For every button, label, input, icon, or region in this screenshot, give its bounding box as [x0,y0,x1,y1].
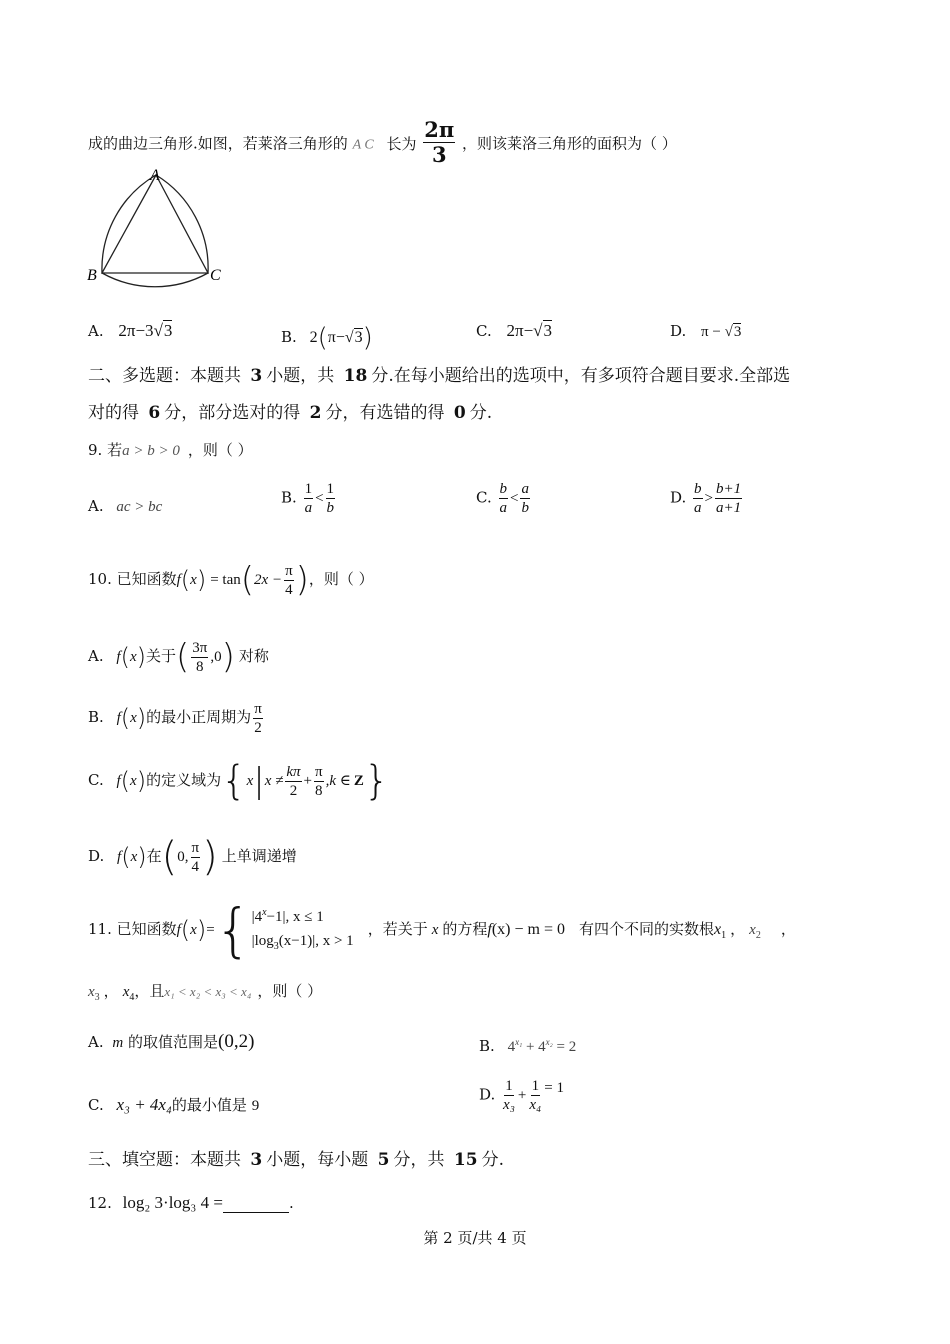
reuleaux-triangle-figure [80,162,240,292]
zero: 0, [177,849,189,865]
piece-2b: (x−1)|, x > 1 [278,933,354,949]
vertex-a: A [150,167,160,184]
q11-stem: 11. 已知函数f(x)={ $|4^x-1|$, x ≤ 1 $|\log_3(x-1)|$, x > 1 ，若关于 x 的方程f(x) − m = 0 有四个不同的实数根$x_1$ ， $x_2$ ， [88,896,796,964]
q8-option-d[interactable]: D. π − √3 [670,322,742,340]
option-label: A. [88,1033,104,1051]
den: 2 [289,782,298,799]
q10-option-a[interactable]: A. f(x)关于( $\frac{3\pi}{8}$ ,0) 对称 [88,637,269,677]
q10-num: 10. 已知函数 [88,570,177,588]
exp-1: x₁ [515,1037,523,1047]
frac-1 [304,480,314,517]
option-label: B. [479,1037,495,1055]
sec3-text: 三、填空题：本题共 [88,1150,241,1170]
num: b [499,481,507,497]
sec2-s2: 2 [309,403,322,423]
sec2-score: 18 [343,366,368,386]
option-expr: ac > bc [116,499,163,515]
roots-order: x₁ < x₂ < x₃ < x₄ [164,984,252,999]
sec2-s1: 6 [148,403,161,423]
q9-tail: ，则（ ） [187,441,253,459]
x: x [431,922,439,938]
sec2-text: 分，部分选对的得 [164,403,301,423]
root-2: x [749,922,756,938]
sec3-score-each: 5 [377,1150,390,1170]
option-value: 9 [251,1098,260,1114]
q9-stem [88,440,253,461]
reuleaux-arcs [102,175,208,287]
den: x₃ [503,1097,515,1113]
q9-option-a[interactable] [88,496,162,517]
frac-pi [314,763,324,800]
x: x [190,572,197,588]
frac-2 [326,480,336,517]
sec3-text: 小题，每小题 [266,1150,369,1170]
option-text: 在 [146,847,162,865]
option-radicand: 3 [543,321,553,340]
zero: ,0 [210,649,222,665]
option-expr: π − [701,324,725,340]
frac-k [285,763,301,800]
den: x₄ [529,1097,542,1113]
eq: = tan [210,572,241,588]
frac [191,839,201,876]
option-text: 的最小值是 [171,1096,247,1114]
option-coef: 2 [309,329,318,346]
arg: 2x − [254,572,283,588]
vertex-b: B [87,267,97,284]
option-label: C. [88,1096,104,1114]
x3-sub: 3 [94,992,100,1003]
operator: < [315,490,324,507]
section-3-header [88,1143,504,1177]
comma: ， [103,982,119,1000]
q9-option-c[interactable] [476,480,532,517]
sec3-total: 15 [453,1150,478,1170]
q9-option-b[interactable] [281,480,337,517]
section-2-header-line1 [88,359,790,393]
root-1: x [714,921,722,938]
frac-2 [528,1077,542,1114]
num: a [521,481,529,497]
sec2-text: 小题，共 [266,366,335,386]
frac-2 [520,480,530,517]
option-label: D. [88,847,105,865]
den: b [326,500,335,516]
den: 4 [285,581,293,598]
answer-blank[interactable] [223,1196,289,1213]
neq: x ≠ [264,773,284,789]
option-label: C. [476,488,492,507]
len-den: 3 [431,142,447,167]
sec2-text: 分. [469,403,493,423]
frac-2 [715,480,742,517]
sec3-text: 分. [481,1150,504,1170]
piece-1a: |4 [251,909,263,925]
option-text: 的取值范围是 [128,1033,219,1051]
piece-2-sub: 3 [273,941,279,952]
q11-stem-line2 [88,981,322,1008]
vertex-c: C [210,267,221,284]
q11-tail: ，则（ ） [257,982,323,1000]
den: a [304,500,313,516]
option-radicand: 3 [354,329,363,346]
base: 4 [507,1039,516,1055]
x4: x [122,984,130,1000]
option-text: 的定义域为 [146,771,222,789]
den: a+1 [716,500,742,516]
q10-tail: ，则（ ） [308,570,374,588]
q11-option-b[interactable] [479,1032,576,1057]
num: π [315,763,323,780]
num: 3π [192,639,208,656]
option-label: B. [281,488,297,507]
sec3-count: 3 [250,1150,263,1170]
equation: (x) − m = 0 [491,921,565,938]
sec2-text: 二、多选题：本题共 [88,366,241,386]
q9-condition: a > b > 0 [122,443,180,459]
q12-dot: . [288,1194,294,1212]
q11-num: 11. 已知函数 [88,920,177,938]
q9-num: 9. 若 [88,441,123,459]
x4-sub: 4 [129,992,135,1003]
option-label: D. [670,488,687,507]
root-2-sub: 2 [755,930,761,941]
comma: ， [780,920,796,938]
operator: < [510,490,519,507]
q11-text: ，且 [134,982,165,1000]
option-text: 上单调递增 [221,847,297,865]
num: kπ [286,763,301,780]
integers: Z [353,773,364,789]
num: 1 [505,1078,513,1094]
option-expr: x₃ + 4x₄ [116,1095,172,1114]
arc-ac: A C [352,137,374,153]
eq: = 1 [544,1079,564,1096]
option-label: B. [281,328,297,346]
kz: ,k ∈ [325,773,351,789]
q12-num: 12. [88,1194,112,1212]
num: b+1 [716,481,742,497]
len-num: 2π [424,117,455,142]
den: a [499,500,507,516]
sec2-s3: 0 [453,403,466,423]
den: 2 [254,719,262,736]
set-var: x [246,773,254,789]
page-footer: 第 2 页/共 4 页 [423,1229,527,1247]
frac-1 [693,480,703,517]
den: b [521,500,529,516]
sec2-text: 对的得 [88,403,139,423]
root-1-sub: 1 [721,930,727,941]
frac-1 [502,1077,516,1114]
sec3-text: 分，共 [393,1150,445,1170]
q11-text: 有四个不同的实数根 [579,920,715,938]
option-label: A. [88,647,104,665]
piece-2a: |log [251,933,274,949]
option-expr: 2π− [506,321,534,340]
q8-option-b[interactable]: B. 2(π−√3) [281,323,373,353]
exp-2: x₂ [545,1037,553,1047]
option-radicand: 3 [163,321,173,340]
option-label: B. [88,708,104,726]
x3: x [88,984,95,1000]
piece-1b: −1|, x ≤ 1 [266,909,324,925]
q12-expr: log₂ 3·log₃ 4 = [122,1193,223,1212]
piece-1-sup: x [262,907,267,918]
q8-option-a[interactable]: A. 2π−3√3 [88,321,173,340]
piecewise [252,901,354,959]
q11-text: 的方程 [442,920,488,938]
q8-stem-len: 长为 [386,134,417,153]
plus: + [303,773,312,789]
option-text: 关于 [145,647,176,665]
num: 1 [531,1078,540,1094]
m: m [112,1035,124,1051]
num: π [285,562,293,579]
option-radicand: 3 [733,324,742,340]
option-label: C. [88,771,104,789]
den: 8 [196,658,204,675]
num: π [191,839,200,856]
operator: > [704,490,714,507]
option-label: A. [88,497,104,515]
inner-triangle [102,175,208,273]
pi-over-4 [284,562,294,599]
option-text: 对称 [238,647,269,665]
den: 4 [191,858,200,875]
option-label: A. [88,322,104,340]
q10-option-b[interactable]: B. f(x)的最小正周期为 $\frac{\pi}{2}$ [88,700,262,736]
q11-option-c[interactable] [88,1093,259,1118]
section-2-header-line2 [88,396,492,430]
frac [253,700,263,737]
frac-1 [499,480,509,517]
option-expr: π− [327,329,345,346]
q11-option-d[interactable]: D. $\frac{1}{\text{x₃}}$ + $\frac{1}{\text{x₄}}$ = 1 [479,1078,564,1113]
sec2-text: 分.在每小题给出的选项中，有多项符合题目要求.全部选 [371,366,791,386]
q10-option-c[interactable]: C. f(x)的定义域为{x|x ≠ $\frac{k\pi}{2}$ + $\frac{\pi}{8}$ ,k ∈ Z} [88,758,390,804]
den: 8 [315,782,323,799]
frac [191,639,208,676]
option-label: D. [479,1085,496,1104]
q8-option-c[interactable]: C. 2π−√3 [476,321,553,340]
arc-length-fraction [423,118,455,167]
plus: + 4 [522,1039,546,1055]
num: 1 [304,481,313,497]
q8-stem-tail: ，则该莱洛三角形的面积为（ ） [462,134,677,153]
option-label: C. [476,322,492,340]
q9-option-d[interactable] [670,480,744,517]
den: a [694,500,702,516]
num: 1 [326,481,335,497]
num: π [254,700,262,717]
sec2-count: 3 [250,366,263,386]
q10-option-d[interactable]: D. f(x)在(0, $\frac{\pi}{4}$ ) 上单调递增 [88,834,297,880]
option-expr: 2π−3 [118,321,154,340]
q12-stem [88,1193,294,1213]
q11-text: ，若关于 [367,920,428,938]
range: (0,2) [218,1031,255,1052]
num: b [694,481,702,497]
f: f [176,572,181,588]
option-text: 的最小正周期为 [146,708,252,726]
comma: ， [730,920,746,938]
eq: = 2 [552,1039,577,1055]
q11-option-a[interactable] [88,1030,254,1055]
option-label: D. [670,322,687,340]
q10-stem: 10. 已知函数f(x) = tan(2x − $\frac{\pi}{4}$ )，则（ ） [88,560,374,600]
q8-stem-text: 成的曲边三角形.如图，若莱洛三角形的 [88,134,348,153]
sec2-text: 分，有选错的得 [325,403,445,423]
